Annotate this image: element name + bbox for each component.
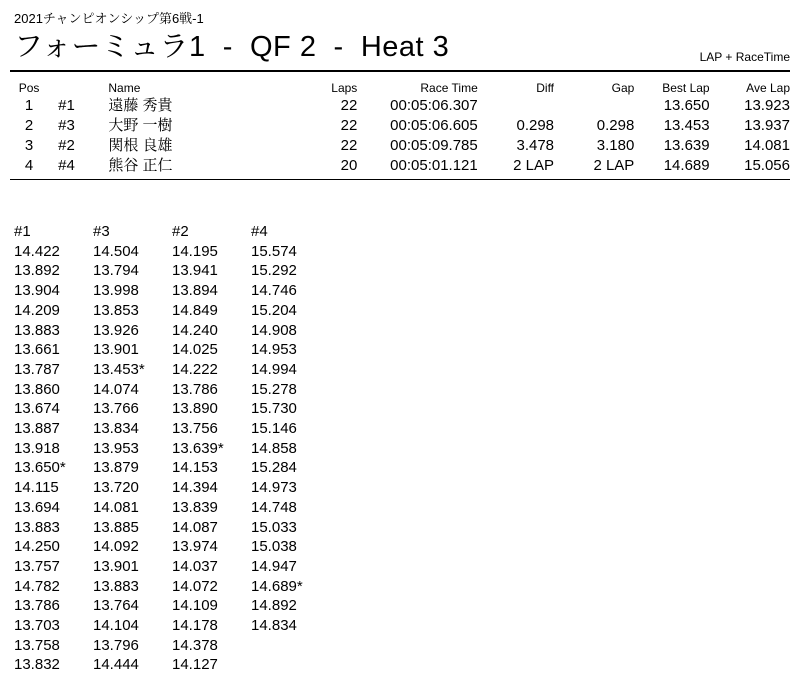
lap-time: 15.033: [251, 518, 297, 536]
lap-time: 14.074: [93, 380, 139, 398]
lap-time: 14.250: [14, 538, 60, 556]
lap-time: 14.378: [172, 636, 218, 654]
lap-time: 13.832: [14, 656, 60, 674]
lap-time: 14.025: [172, 341, 218, 359]
lap-time: 14.782: [14, 577, 60, 595]
lap-time: 13.639*: [172, 439, 224, 457]
lap-time: 13.703: [14, 617, 60, 635]
lap-time: 14.834: [251, 617, 297, 635]
table-row: [10, 116, 790, 136]
laps-cell: 22: [340, 137, 358, 154]
lap-time: 14.947: [251, 557, 297, 575]
diff-cell: 0.298: [516, 117, 555, 134]
lap-time: 14.994: [251, 360, 297, 378]
lap-time: 14.109: [172, 597, 218, 615]
kart-number-cell: #1: [58, 97, 75, 114]
lap-time: 14.973: [251, 479, 297, 497]
lap-time: 13.904: [14, 282, 60, 300]
event-subtitle: 2021チャンピオンシップ第6戦-1: [14, 11, 204, 26]
lap-time: 15.146: [251, 420, 297, 438]
lap-times-table: [14, 222, 330, 675]
col-number: [48, 80, 108, 96]
lap-time: 13.766: [93, 400, 139, 418]
lap-time: 13.887: [14, 420, 60, 438]
diff-cell: [478, 96, 554, 116]
race-time-cell: 00:05:09.785: [390, 137, 478, 154]
lap-time: 13.834: [93, 420, 139, 438]
laps-cell: 20: [340, 157, 358, 174]
lap-time: 14.748: [251, 498, 297, 516]
lap-time: 15.204: [251, 301, 297, 319]
table-row: [10, 156, 790, 176]
lap-time: 15.284: [251, 459, 297, 477]
lap-time: 14.394: [172, 479, 218, 497]
results-table: [10, 80, 790, 176]
lap-time: 14.178: [172, 617, 218, 635]
lap-column: [14, 222, 93, 675]
lap-time: 13.757: [14, 557, 60, 575]
table-row: [10, 136, 790, 156]
gap-cell: 2 LAP: [593, 157, 635, 174]
lap-time: 13.953: [93, 439, 139, 457]
lap-time: 14.209: [14, 301, 60, 319]
lap-time: 13.853: [93, 301, 139, 319]
kart-number-cell: #2: [58, 137, 75, 154]
lap-time: 13.918: [14, 439, 60, 457]
lap-time: 14.444: [93, 656, 139, 674]
driver-name-cell: 熊谷 正仁: [108, 157, 173, 174]
col-laps: Laps: [331, 81, 358, 95]
ave-lap-cell: 13.937: [744, 117, 790, 134]
lap-time: 13.839: [172, 498, 218, 516]
best-lap-cell: 13.639: [663, 137, 710, 154]
lap-time: 14.892: [251, 597, 297, 615]
diff-cell: 3.478: [516, 137, 555, 154]
col-ave-lap: Ave Lap: [746, 81, 790, 95]
lap-time: 13.860: [14, 380, 60, 398]
lap-time: 13.453*: [93, 360, 145, 378]
laps-cell: 22: [340, 117, 358, 134]
lap-time: 13.998: [93, 282, 139, 300]
lap-time: 14.746: [251, 282, 297, 300]
col-pos: Pos: [18, 81, 40, 95]
lap-racetime-label: LAP + RaceTime: [699, 50, 790, 64]
driver-name-cell: 遠藤 秀貴: [108, 97, 173, 114]
header-rule: [10, 70, 790, 72]
lap-column-header: #1: [14, 223, 31, 240]
lap-time: 13.890: [172, 400, 218, 418]
kart-number-cell: #3: [58, 117, 75, 134]
lap-time: 13.661: [14, 341, 60, 359]
gap-cell: [554, 96, 634, 116]
diff-cell: 2 LAP: [513, 157, 555, 174]
page-title: フォーミュラ1 - QF 2 - Heat 3: [14, 31, 450, 63]
race-time-cell: 00:05:06.307: [390, 97, 478, 114]
lap-time: 13.794: [93, 262, 139, 280]
lap-time: 14.422: [14, 242, 60, 260]
lap-time: 15.574: [251, 242, 297, 260]
lap-time: 13.926: [93, 321, 139, 339]
race-time-cell: 00:05:06.605: [390, 117, 478, 134]
lap-time: 14.037: [172, 557, 218, 575]
lap-time: 14.849: [172, 301, 218, 319]
driver-name-cell: 大野 一樹: [108, 117, 173, 134]
ave-lap-cell: 15.056: [744, 157, 790, 174]
pos-cell: 2: [24, 117, 34, 134]
pos-cell: 3: [24, 137, 34, 154]
lap-time: 15.730: [251, 400, 297, 418]
lap-time: 14.504: [93, 242, 139, 260]
race-time-cell: 00:05:01.121: [390, 157, 478, 174]
lap-time: 13.883: [93, 577, 139, 595]
lap-column-header: #4: [251, 223, 268, 240]
lap-time: 14.104: [93, 617, 139, 635]
lap-time: 14.092: [93, 538, 139, 556]
col-best-lap: Best Lap: [662, 81, 710, 95]
gap-cell: 3.180: [596, 137, 635, 154]
lap-time: 14.689*: [251, 577, 303, 595]
kart-number-cell: #4: [58, 157, 75, 174]
lap-time: 13.786: [14, 597, 60, 615]
lap-time: 13.787: [14, 360, 60, 378]
lap-time: 13.883: [14, 321, 60, 339]
lap-time: 13.796: [93, 636, 139, 654]
lap-time: 13.756: [172, 420, 218, 438]
gap-cell: 0.298: [596, 117, 635, 134]
lap-column: [251, 222, 330, 675]
lap-time: 13.883: [14, 518, 60, 536]
lap-time: 13.901: [93, 557, 139, 575]
lap-time: 13.764: [93, 597, 139, 615]
lap-time: 14.222: [172, 360, 218, 378]
lap-column: [172, 222, 251, 675]
best-lap-cell: 13.650: [663, 97, 710, 114]
col-race-time: Race Time: [420, 81, 478, 95]
lap-time: 15.292: [251, 262, 297, 280]
lap-time: 13.901: [93, 341, 139, 359]
lap-column: [93, 222, 172, 675]
lap-time: 15.278: [251, 380, 297, 398]
lap-time: 13.894: [172, 282, 218, 300]
pos-cell: 4: [24, 157, 34, 174]
lap-time: 14.240: [172, 321, 218, 339]
lap-time: 14.087: [172, 518, 218, 536]
lap-time: 13.694: [14, 498, 60, 516]
best-lap-cell: 14.689: [663, 157, 710, 174]
best-lap-cell: 13.453: [663, 117, 710, 134]
lap-time: 13.720: [93, 479, 139, 497]
lap-time: 14.127: [172, 656, 218, 674]
lap-time: 14.195: [172, 242, 218, 260]
results-rule: [10, 179, 790, 180]
lap-time: 15.038: [251, 538, 297, 556]
lap-time: 13.674: [14, 400, 60, 418]
lap-time: 14.072: [172, 577, 218, 595]
lap-time: 14.908: [251, 321, 297, 339]
lap-time: 13.650*: [14, 459, 66, 477]
pos-cell: 1: [24, 97, 34, 114]
col-gap: Gap: [611, 81, 635, 95]
table-row: [10, 96, 790, 116]
lap-time: 14.115: [14, 479, 59, 497]
lap-time: 13.892: [14, 262, 60, 280]
results-header-row: [10, 80, 790, 96]
lap-column-header: #3: [93, 223, 110, 240]
driver-name-cell: 関根 良雄: [108, 137, 173, 154]
lap-time: 13.941: [172, 262, 218, 280]
lap-column-header: #2: [172, 223, 189, 240]
ave-lap-cell: 14.081: [744, 137, 790, 154]
lap-time: 13.885: [93, 518, 139, 536]
lap-time: 13.758: [14, 636, 60, 654]
lap-time: 14.153: [172, 459, 218, 477]
laps-cell: 22: [340, 97, 358, 114]
col-diff: Diff: [536, 81, 555, 95]
lap-time: 13.879: [93, 459, 139, 477]
lap-time: 13.786: [172, 380, 218, 398]
lap-time: 14.081: [93, 498, 139, 516]
lap-time: 14.858: [251, 439, 297, 457]
lap-time: 14.953: [251, 341, 297, 359]
col-name: Name: [108, 81, 141, 95]
lap-time: 13.974: [172, 538, 218, 556]
ave-lap-cell: 13.923: [744, 97, 790, 114]
